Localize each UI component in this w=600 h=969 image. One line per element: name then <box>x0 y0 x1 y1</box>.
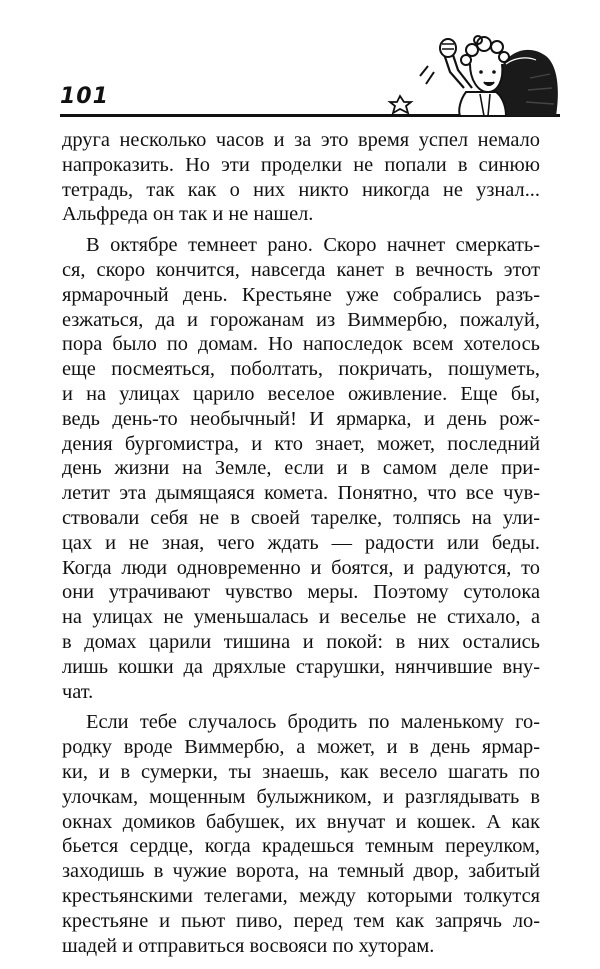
text-line: крестьяне и пьют пиво, перед тем как запрячь ло- <box>62 909 540 932</box>
text-line: дения бургомистра, и кто знает, может, последний <box>62 432 540 455</box>
text-line: пора было по домам. Но напоследок всем хотелось <box>62 333 540 356</box>
text-line: шадей и отправиться восвояси по хуторам. <box>62 934 435 957</box>
paragraph <box>62 233 540 704</box>
paragraph <box>62 710 540 958</box>
text-line: Когда люди одновременно и боятся, и радуются, то <box>62 556 540 579</box>
text-line: Если тебе случалось бродить по маленькому го- <box>86 711 540 734</box>
boy-illustration-icon <box>380 30 560 118</box>
text-line: друга несколько часов и за это время успел немало <box>62 129 540 151</box>
paragraph <box>62 128 540 227</box>
text-line: ствовали себя не в своей тарелке, толпясь на ули- <box>62 506 540 529</box>
text-line: чат. <box>62 680 94 703</box>
text-line: родку вроде Виммербю, а может, и в день ярмар- <box>62 736 540 759</box>
text-line: заходишь в чужие ворота, на темный двор, забитый <box>62 860 540 883</box>
text-line: на улицах не уменьшалась и веселье не стихало, а <box>62 606 540 629</box>
text-line: они утрачивают чувство меры. Поэтому сутолока <box>62 581 540 604</box>
page-header <box>60 30 560 124</box>
text-line: цах и не зная, чего ждать — радости или беды. <box>62 531 540 554</box>
text-line: тетрадь, так как о них никто никогда не узнал... <box>62 178 540 201</box>
text-line: В октябре темнеет рано. Скоро начнет смеркать- <box>86 234 540 257</box>
text-line: Альфреда он так и не нашел. <box>62 203 314 226</box>
text-line: летит эта дымящаяся комета. Понятно, что все чув- <box>62 482 540 505</box>
text-line: ся, скоро кончится, навсегда канет в вечность этот <box>62 258 540 281</box>
text-line: ярмарочный день. Крестьяне уже собрались разъ- <box>62 283 540 306</box>
text-line: ведь день-то необычный! И ярмарка, и день рож- <box>62 407 540 430</box>
text-line: езжаться, да и горожанам из Виммербю, пожалуй, <box>62 308 540 331</box>
text-line: улочкам, мощенным булыжником, и разглядывать в <box>62 785 540 808</box>
body-text <box>62 128 540 958</box>
text-line: лишь кошки да дряхлые старушки, нянчившие вну- <box>62 655 540 678</box>
text-line: ки, и в сумерки, ты знаешь, как весело шагать по <box>62 760 540 783</box>
text-line: напроказить. Но эти проделки не попали в синюю <box>62 153 540 176</box>
text-line: бьется сердце, когда крадешься темным переулком, <box>62 835 540 858</box>
text-line: день жизни на Земле, если и в самом деле при- <box>62 457 540 480</box>
text-line: в домах царили тишина и покой: в них остались <box>62 630 540 653</box>
text-line: окнах домиков бабушек, их внучат и кошек. А как <box>62 810 540 833</box>
text-line: еще посмеяться, поболтать, покричать, пошуметь, <box>62 358 540 381</box>
page-number: 101 <box>60 84 109 109</box>
text-line: крестьянскими телегами, между которыми толкутся <box>62 884 540 907</box>
text-line: и на улицах царило веселое оживление. Еще бы, <box>62 382 540 405</box>
